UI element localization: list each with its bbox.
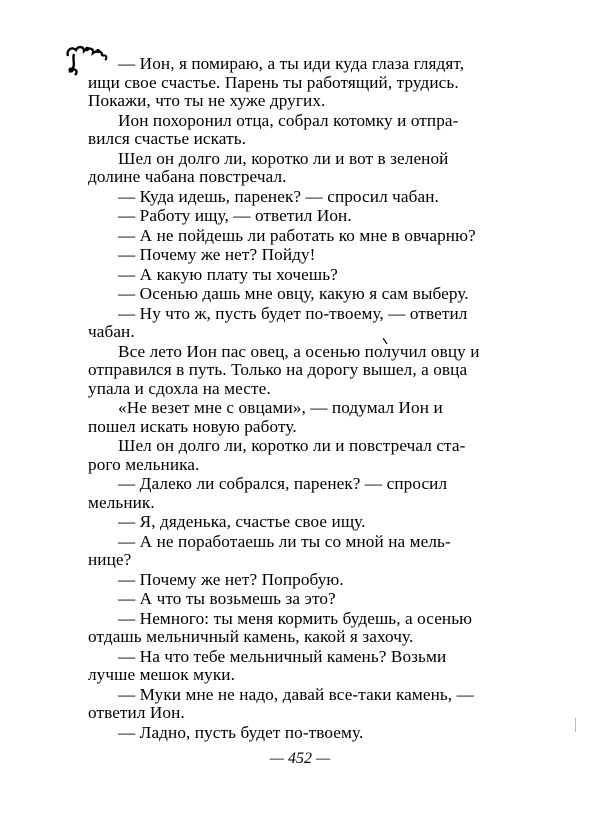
ink-mark xyxy=(383,338,388,344)
text-line: вился счастье искать. xyxy=(88,129,247,148)
text-line: ответил Ион. xyxy=(88,703,185,722)
paragraph xyxy=(88,437,528,474)
text-line: отправился в путь. Только на дорогу вышел, а овца xyxy=(88,360,468,379)
page-number: — 452 — xyxy=(269,750,331,767)
text-line: — Куда идешь, паренек? — спросил чабан. xyxy=(118,186,439,206)
paragraph xyxy=(88,343,528,399)
paragraph xyxy=(88,305,528,342)
text-line: — А что ты возьмешь за это? xyxy=(118,589,336,608)
text-line: — Муки мне не надо, давай все-таки камень, — xyxy=(118,684,474,704)
text-line: — На что тебе мельничный камень? Возьми xyxy=(118,646,447,666)
text-line: чабан. xyxy=(88,322,135,341)
paragraph xyxy=(88,533,528,570)
paragraph xyxy=(88,266,528,285)
paragraph xyxy=(88,610,528,647)
text-line: — Почему же нет? Пойду! xyxy=(118,245,316,264)
paragraph xyxy=(88,513,528,532)
text-line: Покажи, что ты не хуже других. xyxy=(88,91,326,110)
text-line: — Работу ищу, — ответил Ион. xyxy=(118,206,352,225)
text-line: Все лето Ион пас овец, а осенью получил овцу и xyxy=(118,341,480,361)
paragraph xyxy=(88,285,528,304)
paragraph xyxy=(88,150,528,187)
text-line: нице? xyxy=(88,550,132,569)
text-line: — А не поработаешь ли ты со мной на мель- xyxy=(118,531,451,551)
paragraph xyxy=(88,590,528,609)
text-line: Шел он долго ли, коротко ли и повстречал ста- xyxy=(118,436,466,455)
text-line: лучше мешок муки. xyxy=(88,665,235,684)
paragraph xyxy=(88,571,528,590)
paragraph xyxy=(88,55,528,111)
text-line: Шел он долго ли, коротко ли и вот в зеленой xyxy=(118,148,449,168)
text-line: — Немного: ты меня кормить будешь, а осенью xyxy=(118,608,473,628)
ink-speck xyxy=(575,718,579,732)
paragraph xyxy=(88,686,528,723)
text-line: ищи свое счастье. Парень ты работящий, трудись. xyxy=(88,72,459,92)
story-text xyxy=(88,55,528,742)
paragraph xyxy=(88,112,528,149)
text-line: «Не везет мне с овцами», — подумал Ион и xyxy=(118,398,443,417)
text-line: долине чабана повстречал. xyxy=(88,167,287,186)
paragraph xyxy=(88,399,528,436)
paragraph xyxy=(88,207,528,226)
paragraph xyxy=(88,475,528,512)
text-line: — Далеко ли собрался, паренек? — спросил xyxy=(118,474,448,493)
paragraph xyxy=(88,648,528,685)
text-line: — Ладно, пусть будет по-твоему. xyxy=(118,722,364,742)
paragraph xyxy=(88,246,528,265)
text-line: мельник. xyxy=(88,492,155,512)
paragraph xyxy=(88,188,528,207)
text-line: рого мельника. xyxy=(88,454,200,474)
text-line: — Осенью дашь мне овцу, какую я сам выберу. xyxy=(118,284,469,303)
text-line: — Я, дяденька, счастье свое ищу. xyxy=(118,512,366,531)
text-line: — Ну что ж, пусть будет по-твоему, — ответил xyxy=(118,303,468,323)
text-line: — А не пойдешь ли работать ко мне в овчарню? xyxy=(118,225,476,245)
text-line: — Ион, я помираю, а ты иди куда глаза глядят, xyxy=(118,54,465,73)
text-line: упала и сдохла на месте. xyxy=(88,378,271,398)
paragraph xyxy=(88,227,528,246)
text-line: отдашь мельничный камень, какой я захочу. xyxy=(88,627,414,646)
paragraph xyxy=(88,724,528,743)
text-line: — А какую плату ты хочешь? xyxy=(118,264,338,284)
text-line: — Почему же нет? Попробую. xyxy=(118,569,344,589)
text-line: Ион похоронил отца, собрал котомку и отпра- xyxy=(118,110,459,130)
text-line: пошел искать новую работу. xyxy=(88,416,297,436)
